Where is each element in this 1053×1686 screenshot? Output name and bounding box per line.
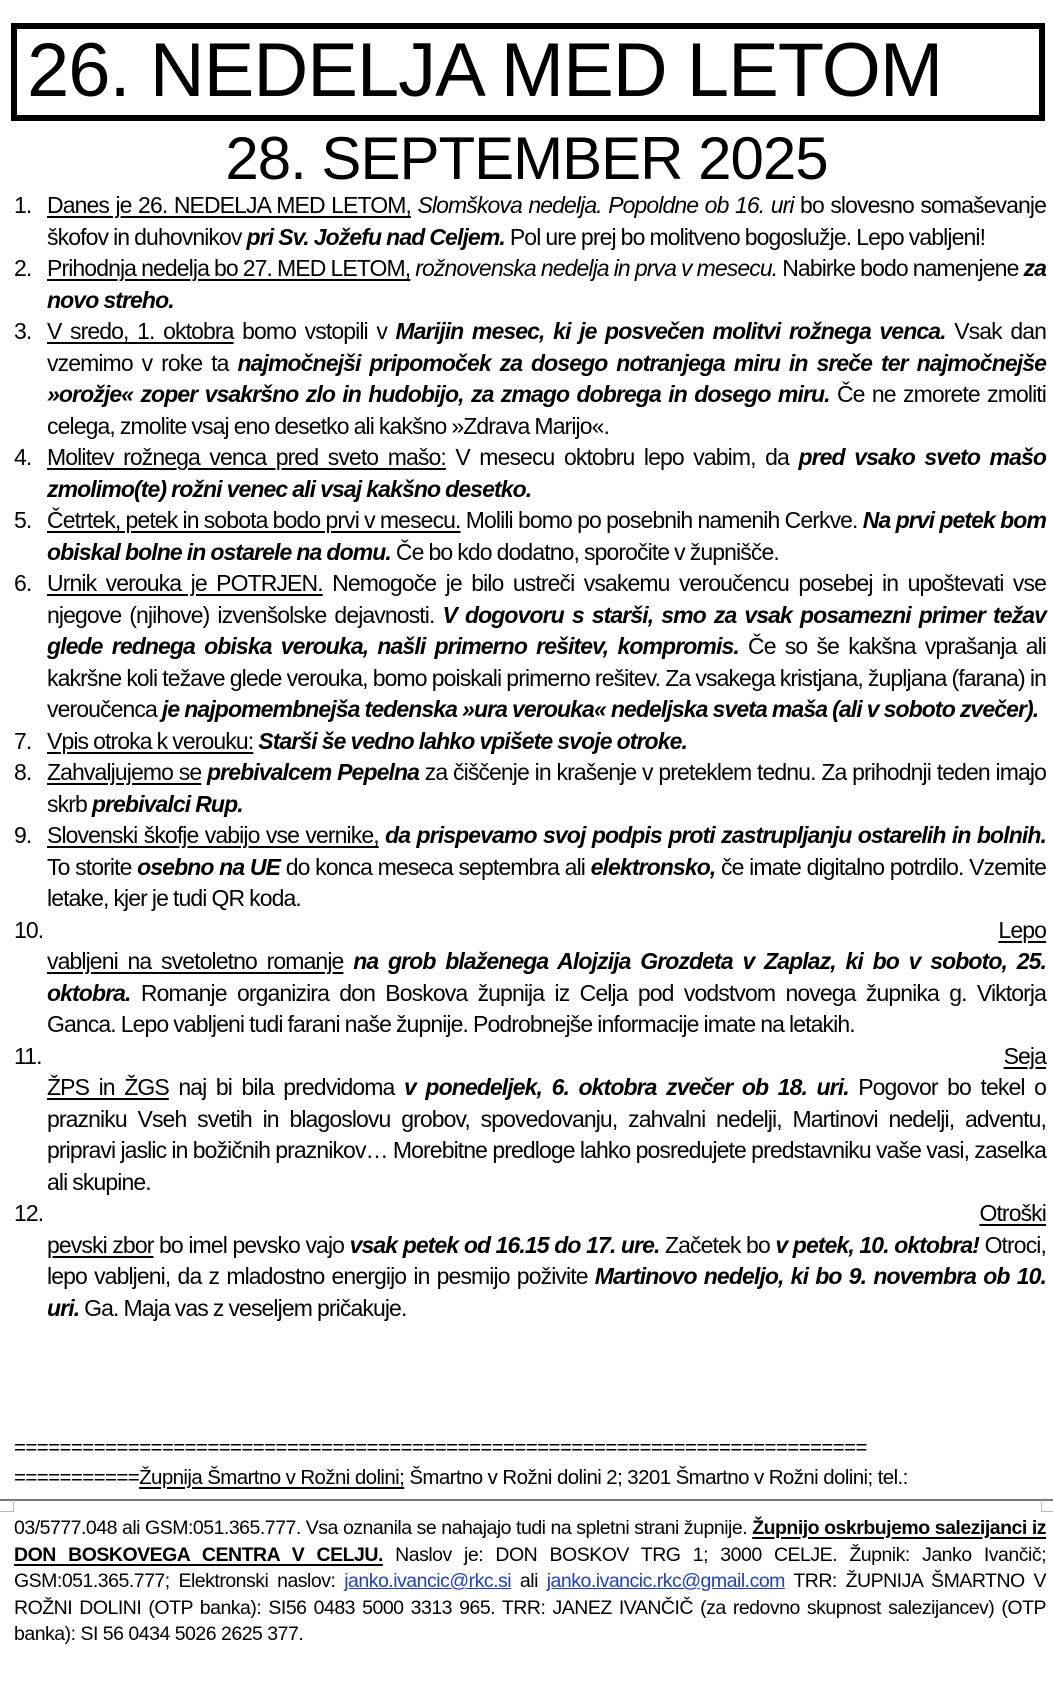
item-lead-word: Otroški (979, 1200, 1046, 1226)
item-text: prebivalci Rup. (91, 790, 243, 817)
item-text: Ga. Maja vas z veseljem pričakuje. (79, 1294, 407, 1321)
item-text: do konca meseca septembra ali (280, 853, 591, 880)
parish-address: Šmartno v Rožni dolini 2; 3201 Šmartno v Rožni dolini; tel.: (404, 1466, 908, 1489)
item-text: vsak petek od 16.15 do 17. ure. (349, 1231, 660, 1258)
item-text: bomo vstopili v (233, 318, 396, 344)
item-text: Če ne zmorete zmoliti celega, zmolite vsaj eno desetko ali kakšno »Zdrava Marijo«. (47, 381, 1046, 439)
item-number: 8. (14, 759, 32, 785)
item-text: To storite (47, 853, 138, 880)
item-heading: Vpis otroka k verouku: (47, 727, 254, 754)
item-text: v petek, 10. oktobra! (775, 1231, 980, 1258)
separator-prefix: =========== (14, 1466, 140, 1489)
item-text: Nabirke bodo namenjene (777, 255, 1024, 281)
item-number: 9. (14, 822, 32, 848)
page-date: 28. SEPTEMBER 2025 (225, 125, 828, 192)
item-number: 6. (14, 570, 32, 596)
announcement-item (14, 253, 1046, 316)
item-heading: Zahvaljujemo se (47, 759, 202, 785)
item-text: ali (511, 1570, 547, 1592)
item-text: na grob blaženega Alojzija Grozdeta v Zaplaz, ki bo v soboto, 25. oktobra. (47, 948, 1046, 1006)
item-heading: ŽPS in ŽGS (47, 1074, 169, 1100)
item-text: najmočnejši pripomoček za dosego notranjega miru in sreče ter najmočnejše »orožje« zoper vsakršno zlo in hudobijo, za zmago dobrega in dosego miru. (47, 349, 1047, 407)
item-head-line (14, 915, 1046, 947)
item-text: Martinovo nedeljo, ki bo 9. novembra ob 10. uri. (47, 1263, 1046, 1321)
item-text: Če so še kakšna vprašanja ali kakršne koli težave glede verouka, bomo poiskali primerno rešitev. Za vsakega kristjana, župljana (farana) in veroučenca (47, 633, 1046, 722)
item-heading: Četrtek, petek in sobota bodo prvi v mesecu. (47, 507, 461, 533)
item-text: Začetek bo (659, 1231, 776, 1258)
page-break-rule (0, 1499, 1053, 1501)
item-text: pri Sv. Jožefu nad Celjem. (246, 223, 505, 250)
item-text: če imate digitalno potrdilo. Vzemite letake, kjer je tudi QR koda. (47, 853, 1046, 911)
email-link[interactable]: janko.ivancic@rkc.si (344, 1570, 512, 1592)
item-number: 10. (14, 916, 44, 943)
announcement-item (14, 915, 1046, 1041)
item-text: bo imel pevsko vajo (153, 1231, 350, 1258)
item-text: prebivalcem Pepelna (207, 759, 420, 785)
item-text: 03/5777.048 ali GSM:051.365.777. Vsa oznanila se nahajajo tudi na spletni strani župnije. (14, 1517, 753, 1539)
announcement-item (14, 316, 1046, 442)
item-text: je najpomembnejša tedenska »ura verouka« nedeljska sveta maša (ali v soboto zvečer). (161, 696, 1039, 722)
announcement-item (14, 568, 1046, 726)
announcement-item (14, 726, 1046, 758)
item-text: Molili bomo po posebnih namenih Cerkve. (460, 507, 863, 533)
announcement-item (14, 442, 1046, 505)
item-number: 11. (14, 1042, 42, 1069)
separator-line: =========================================================================== (14, 1436, 867, 1459)
item-lead-word: Seja (1003, 1042, 1046, 1069)
item-number: 3. (14, 318, 32, 344)
item-text: za novo streho. (47, 255, 1046, 313)
page-corner-mark (0, 1500, 14, 1512)
contact-info (14, 1515, 1046, 1648)
item-text: da prispevamo svoj podpis proti zastrupljanju ostarelih in bolnih. (385, 822, 1046, 848)
item-text: Romanje organizira don Boskova župnija iz Celja pod vodstvom novega župnika g. Viktorja Ganca. Lepo vabljeni tudi farani naše župnije. Podrobnejše informacije imate na letakih. (47, 979, 1046, 1037)
item-text (343, 948, 353, 974)
item-lead-word: Lepo (998, 916, 1046, 943)
item-number: 5. (14, 507, 32, 533)
item-text: Če bo kdo dodatno, sporočite v župnišče. (390, 538, 779, 565)
item-head-line (14, 1198, 1046, 1230)
announcement-item (14, 1198, 1046, 1324)
item-text: Pogovor bo tekel o prazniku Vseh svetih in blagoslovu grobov, spovedovanju, zahvalni nedelji, Martinovi nedelji, adventu, pripravi jaslic in božičnih praznikov… Morebitne predloge lahko posredujete predstavniku vaše vasi, zaselka ali skupine. (47, 1074, 1046, 1195)
item-text: Na prvi petek bom obiskal bolne in ostarele na domu. (47, 507, 1047, 565)
announcement-item (14, 1041, 1046, 1199)
announcement-item (14, 190, 1046, 253)
announcement-item (14, 820, 1046, 915)
item-text: Otroci, lepo vabljeni, da z mladostno energijo in pesmijo poživite (47, 1231, 1046, 1289)
item-text: Slomškova nedelja. Popoldne ob 16. uri (417, 192, 794, 218)
item-text: Vsak dan vzemimo v roke ta (47, 318, 1047, 376)
item-text: v ponedeljek, 6. oktobra zvečer ob 18. uri. (403, 1074, 849, 1100)
item-text: pred vsako sveto mašo zmolimo(te) rožni venec ali vsaj kakšno desetko. (47, 444, 1046, 502)
item-text: V dogovoru s starši, smo za vsak posamezni primer težav glede rednega obiska verouka, našli primerno rešitev, kompromis. (47, 601, 1046, 659)
item-heading: vabljeni na svetoletno romanje (47, 948, 344, 974)
announcement-item (14, 757, 1046, 820)
item-text: osebno na UE (137, 853, 281, 880)
page-corner-mark (1041, 1500, 1053, 1512)
item-text: Nemogoče je bilo ustreči vsakemu veroučencu posebej in upoštevati vse njegove (njihove) izvenšolske dejavnosti. (47, 570, 1046, 628)
item-heading: Slovenski škofje vabijo vse vernike, (47, 822, 379, 848)
item-head-line (14, 1041, 1046, 1073)
item-heading: Prihodnja nedelja bo 27. MED LETOM, (47, 255, 411, 281)
item-text: za čiščenje in krašenje v preteklem tednu. Za prihodnji teden imajo skrb (47, 759, 1046, 817)
item-text: Marijin mesec, ki je posvečen molitvi rožnega venca. (395, 318, 946, 344)
item-number: 4. (14, 444, 32, 470)
item-number: 7. (14, 727, 32, 754)
page-title: 26. NEDELJA MED LETOM (27, 28, 943, 113)
item-text: elektronsko, (590, 853, 716, 880)
announcement-item (14, 505, 1046, 568)
item-heading: Molitev rožnega venca pred sveto mašo: (47, 444, 446, 470)
item-text: Starši še vedno lahko vpišete svoje otroke. (258, 727, 687, 754)
item-text: TRR: ŽUPNIJA ŠMARTNO V ROŽNI DOLINI (OTP banka): SI56 0483 5000 3313 965. TRR: JANEZ IVANČIČ (za redovno skupnost salezijancev) (OTP banka): SI 56 0434 5026 2625 377. (14, 1570, 1046, 1645)
parish-header-line (14, 1462, 1046, 1493)
item-heading: Danes je 26. NEDELJA MED LETOM, (47, 192, 411, 218)
item-number: 1. (14, 192, 32, 218)
item-heading: V sredo, 1. oktobra (47, 318, 234, 344)
item-heading: Urnik verouka je POTRJEN. (47, 570, 323, 596)
announcement-list (14, 190, 1046, 1324)
item-text: Naslov je: DON BOSKOV TRG 1; 3000 CELJE. Župnik: Janko Ivančič; GSM:051.365.777; Elektronski naslov: (14, 1543, 1046, 1592)
item-heading: pevski zbor (47, 1231, 154, 1258)
item-text: V mesecu oktobru lepo vabim, da (445, 444, 799, 470)
item-text: rožnovenska nedelja in prva v mesecu. (415, 255, 778, 281)
item-number: 2. (14, 255, 32, 281)
email-link[interactable]: janko.ivancic.rkc@gmail.com (546, 1570, 785, 1592)
item-text: bo slovesno somaševanje škofov in duhovnikov (47, 192, 1046, 250)
item-text: naj bi bila predvidoma (168, 1074, 404, 1100)
item-heading: Župnijo oskrbujemo salezijanci iz DON BOSKOVEGA CENTRA V CELJU. (14, 1517, 1046, 1566)
item-text: Pol ure prej bo molitveno bogoslužje. Lepo vabljeni! (504, 223, 986, 250)
item-number: 12. (14, 1200, 44, 1226)
parish-name: Župnija Šmartno v Rožni dolini; (139, 1466, 405, 1489)
title-box (11, 23, 1045, 121)
